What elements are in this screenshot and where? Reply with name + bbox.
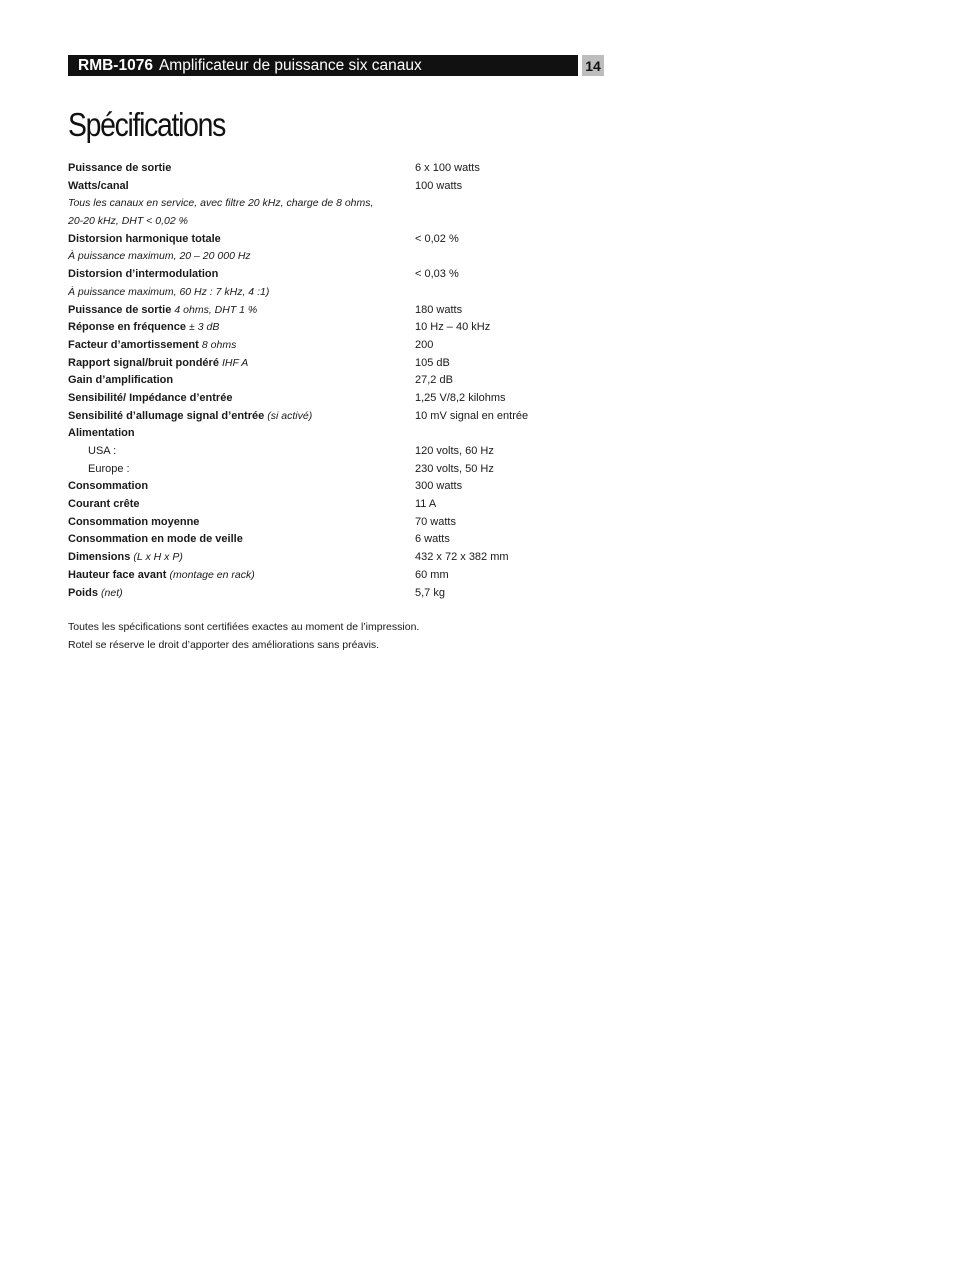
spec-value: 432 x 72 x 382 mm (415, 551, 509, 564)
spec-row (68, 496, 608, 514)
spec-row (68, 390, 608, 408)
spec-value: 60 mm (415, 568, 449, 581)
spec-value: 105 dB (415, 356, 450, 369)
spec-value: 180 watts (415, 303, 463, 316)
spec-label-note: ± 3 dB (189, 321, 220, 334)
spec-label (68, 213, 188, 231)
spec-row (68, 585, 608, 603)
spec-row (68, 337, 608, 355)
spec-label (68, 372, 173, 390)
spec-label-bold: Sensibilité/ Impédance d’entrée (68, 391, 233, 404)
page-title: Spécifications (68, 106, 226, 143)
spec-row (68, 355, 608, 373)
spec-value: 6 watts (415, 533, 450, 546)
spec-label (68, 408, 312, 426)
spec-value: 11 A (415, 498, 437, 511)
spec-label-bold: Consommation (68, 480, 149, 493)
spec-label-bold: Puissance de sortie (68, 303, 172, 316)
spec-row (68, 372, 608, 390)
spec-value: 27,2 dB (415, 374, 453, 387)
spec-label (68, 160, 171, 178)
spec-label (68, 478, 148, 496)
spec-label-bold: Réponse en fréquence (68, 321, 186, 334)
spec-label-note: 4 ohms, DHT 1 % (174, 303, 258, 316)
spec-row (68, 567, 608, 585)
spec-value: 10 mV signal en entrée (415, 409, 529, 422)
spec-label-note: (net) (101, 586, 123, 599)
spec-row (68, 231, 608, 249)
spec-label-bold: Facteur d’amortissement (68, 338, 199, 351)
footnote-line: Toutes les spécifications sont certifiées exactes au moment de l’impression. (68, 621, 420, 633)
spec-label-note: IHF A (222, 356, 249, 369)
spec-label (68, 496, 140, 514)
spec-label (68, 248, 251, 266)
document-header (68, 55, 578, 76)
spec-value: 10 Hz – 40 kHz (415, 321, 491, 334)
spec-value: < 0,03 % (415, 268, 459, 281)
spec-value: 120 volts, 60 Hz (415, 445, 494, 457)
spec-label (68, 195, 373, 213)
spec-value: < 0,02 % (415, 232, 459, 245)
spec-label-bold: Dimensions (68, 551, 131, 564)
spec-label (88, 461, 130, 479)
spec-row (68, 549, 608, 567)
specifications-table (68, 160, 608, 602)
footnote (68, 619, 419, 654)
spec-label-bold: Courant crête (68, 498, 140, 511)
spec-value: 300 watts (415, 480, 463, 493)
spec-row (68, 461, 608, 479)
spec-row (68, 213, 608, 231)
spec-label (68, 231, 221, 249)
spec-label-bold: Sensibilité d’allumage signal d’entrée (68, 409, 265, 422)
spec-row (68, 443, 608, 461)
spec-label-note: (L x H x P) (133, 551, 183, 564)
spec-value: 230 volts, 50 Hz (415, 462, 494, 475)
spec-label (68, 284, 269, 302)
spec-value: 70 watts (415, 515, 456, 528)
page-number: 14 (582, 55, 604, 76)
spec-row (68, 302, 608, 320)
spec-label-bold: Rapport signal/bruit pondéré (68, 356, 219, 369)
spec-value: 200 (415, 338, 434, 351)
spec-label-bold: Puissance de sortie (68, 162, 172, 174)
spec-label-note: 8 ohms (201, 338, 237, 351)
spec-label-bold: Watts/canal (68, 179, 129, 192)
spec-row (68, 248, 608, 266)
spec-row (68, 408, 608, 426)
spec-row (68, 266, 608, 284)
spec-row (68, 478, 608, 496)
spec-label-bold: Alimentation (68, 427, 135, 440)
spec-value: 5,7 kg (415, 586, 445, 599)
spec-label (68, 178, 129, 196)
spec-label-bold: Gain d’amplification (68, 374, 174, 387)
spec-label (68, 549, 183, 567)
spec-row (68, 195, 608, 213)
spec-label (68, 567, 255, 585)
spec-label (68, 425, 135, 443)
spec-row (68, 531, 608, 549)
spec-label-note: Tous les canaux en service, avec filtre 20 kHz, charge de 8 ohms, (68, 197, 374, 210)
document-subtitle: Amplificateur de puissance six canaux (158, 56, 422, 74)
spec-label (68, 531, 243, 549)
spec-label-bold: Hauteur face avant (68, 568, 167, 581)
spec-label-note: À puissance maximum, 60 Hz : 7 kHz, 4 :1) (68, 285, 270, 298)
footnote-line: Rotel se réserve le droit d’apporter des améliorations sans préavis. (68, 638, 380, 651)
spec-row (68, 425, 608, 443)
spec-label-note: (montage en rack) (169, 568, 255, 581)
spec-label-bold: Consommation en mode de veille (68, 533, 243, 546)
spec-row (68, 178, 608, 196)
spec-label-note: (si activé) (267, 409, 313, 422)
spec-label-bold: Poids (68, 586, 98, 599)
spec-value: 6 x 100 watts (415, 162, 480, 174)
spec-label-bold: Distorsion harmonique totale (68, 232, 221, 245)
spec-row (68, 319, 608, 337)
spec-label (88, 443, 116, 461)
spec-row (68, 284, 608, 302)
spec-label-note: 20-20 kHz, DHT < 0,02 % (68, 215, 188, 228)
spec-label (68, 355, 248, 373)
spec-sublabel: Europe : (88, 462, 130, 475)
spec-label (68, 319, 219, 337)
spec-value: 1,25 V/8,2 kilohms (415, 391, 506, 404)
spec-value: 100 watts (415, 179, 463, 192)
spec-label (68, 337, 236, 355)
spec-label-bold: Consommation moyenne (68, 515, 200, 528)
model-name: RMB-1076 (78, 56, 153, 74)
spec-label-note: À puissance maximum, 20 – 20 000 Hz (68, 250, 251, 263)
spec-label (68, 514, 199, 532)
spec-label (68, 585, 123, 603)
spec-label (68, 390, 232, 408)
spec-row (68, 160, 608, 178)
spec-label (68, 266, 218, 284)
spec-sublabel: USA : (88, 445, 117, 457)
spec-row (68, 514, 608, 532)
spec-label (68, 302, 257, 320)
spec-label-bold: Distorsion d’intermodulation (68, 268, 219, 281)
